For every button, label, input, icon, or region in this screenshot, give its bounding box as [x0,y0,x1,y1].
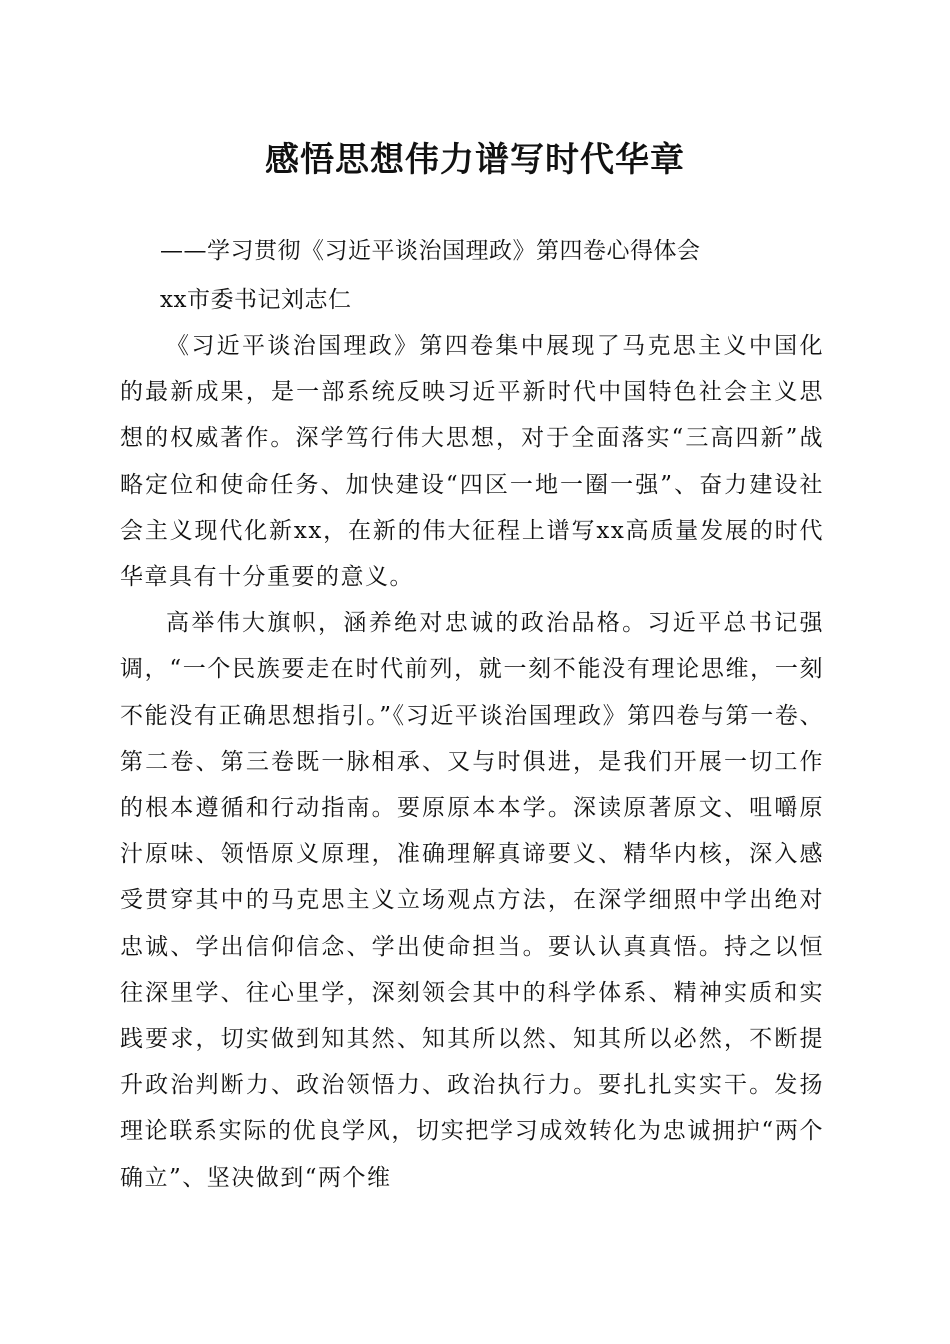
document-author: xx市委书记刘志仁 [160,287,352,313]
body-paragraph-2: 高举伟大旗帜，涵养绝对忠诚的政治品格。习近平总书记强调，“一个民族要走在时代前列，就一刻不能没有理论思维，一刻不能没有正确思想指引。”《习近平谈治国理政》第四卷与第一卷、第二卷、第三卷既一脉相承、又与时俱进，是我们开展一切工作的根本遵循和行动指南。要原原本本学。深读原著原文、咀嚼原汁原味、领悟原义原理，准确理解真谛要义、精华内核，深入感受贯穿其中的马克思主义立场观点方法，在深学细照中学出绝对忠诚、学出信仰信念、学出使命担当。要认认真真悟。持之以恒往深里学、往心里学，深刻领会其中的科学体系、精神实质和实践要求，切实做到知其然、知其所以然、知其所以必然，不断提升政治判断力、政治领悟力、政治执行力。要扎扎实实干。发扬理论联系实际的优良学风，切实把学习成效转化为忠诚拥护“两个确立”、坚决做到“两个维 [120,610,824,1191]
document-subtitle: ——学习贯彻《习近平谈治国理政》第四卷心得体会 [160,238,701,264]
document-title: 感悟思想伟力谱写时代华章 [265,140,685,180]
body-paragraph-1: 《习近平谈治国理政》第四卷集中展现了马克思主义中国化的最新成果，是一部系统反映习近平新时代中国特色社会主义思想的权威著作。深学笃行伟大思想，对于全面落实“三高四新”战略定位和使命任务、加快建设“四区一地一圈一强”、奋力建设社会主义现代化新xx，在新的伟大征程上谱写xx高质量发展的时代华章具有十分重要的意义。 [120,333,824,591]
document-body [120,323,824,1201]
